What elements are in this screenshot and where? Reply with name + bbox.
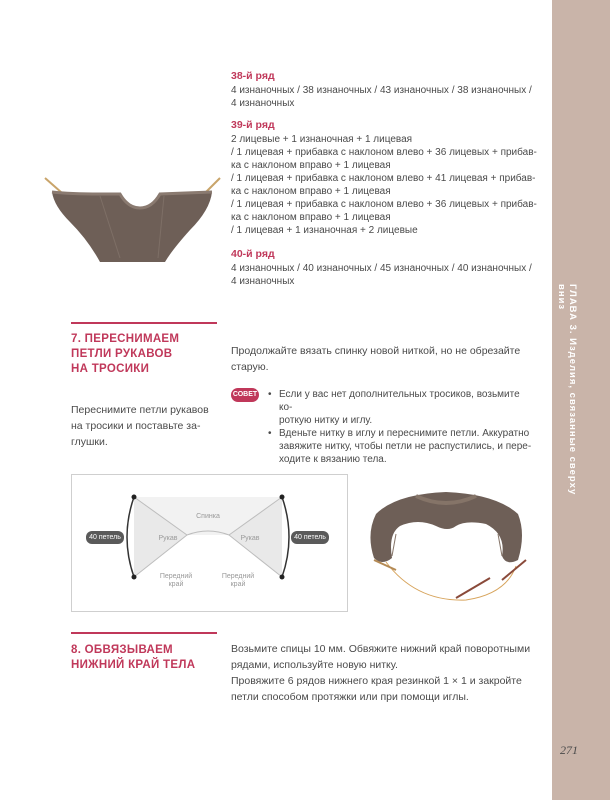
row-40: [231, 248, 541, 288]
tip-line: роткую нитку и иглу.: [279, 415, 373, 426]
row-line: 4 изнаночных / 40 изнаночных / 45 изнаночных / 40 изнаночных /: [231, 263, 532, 274]
row-line: 4 изнаночных / 38 изнаночных / 43 изнаночных / 38 изнаночных /: [231, 85, 532, 96]
heading-line: НА ТРОСИКИ: [71, 363, 150, 375]
row-line: / 1 лицевая + 1 изнаночная + 2 лицевые: [231, 225, 418, 236]
tip-line: • Вденьте нитку в иглу и переснимите петли. Аккуратно: [279, 428, 530, 439]
heading-line: 8. ОБВЯЗЫВАЕМ: [71, 644, 173, 656]
row-39: [231, 119, 541, 237]
label-line: Передний: [221, 573, 255, 580]
row-title: 40-й ряд: [231, 248, 275, 260]
photo-knitting-bottom: [356, 474, 536, 614]
stitches-right-label: 40 петель: [291, 531, 329, 544]
section-8-heading: [71, 643, 221, 673]
front-left-label: [152, 573, 200, 589]
tip-line: • Если у вас нет дополнительных тросиков, возьмите ко-: [279, 389, 520, 413]
label-line: край: [168, 581, 184, 588]
page-number: 271: [560, 743, 578, 757]
tip-line: завяжите нитку, чтобы петли не распустились, и пере-: [279, 441, 532, 452]
text-line: Переснимите петли рукавов: [71, 404, 209, 416]
tip-item: [268, 427, 533, 466]
back-label: Спинка: [196, 513, 220, 520]
stitch-diagram: [71, 474, 348, 612]
row-title: 39-й ряд: [231, 119, 275, 131]
front-right-label: [214, 573, 262, 589]
heading-line: ПЕТЛИ РУКАВОВ: [71, 348, 173, 360]
row-line: / 1 лицевая + прибавка с наклоном влево + 36 лицевых + прибав-: [231, 147, 537, 158]
sleeve-right-label: Рукав: [240, 535, 260, 542]
heading-line: НИЖНИЙ КРАЙ ТЕЛА: [71, 659, 196, 671]
sleeve-left-label: Рукав: [158, 535, 178, 542]
text-line: на тросики и поставьте за-: [71, 420, 201, 432]
chapter-sidebar: [552, 0, 610, 800]
row-line: ка с наклоном вправо + 1 лицевая: [231, 160, 391, 171]
tip-list: [268, 388, 533, 466]
tip-item: [268, 388, 533, 427]
text-line: глушки.: [71, 436, 108, 448]
row-line: 2 лицевые + 1 изнаночная + 1 лицевая: [231, 134, 413, 145]
text-line: рядами, используйте новую нитку.: [231, 659, 398, 671]
stitches-left-label: 40 петель: [86, 531, 124, 544]
row-line: 4 изнаночных: [231, 98, 295, 109]
chapter-title: ГЛАВА 3. Изделия, связанные сверху вниз: [556, 284, 578, 496]
row-38: [231, 70, 541, 110]
row-line: / 1 лицевая + прибавка с наклоном влево + 41 лицевая + прибав-: [231, 173, 536, 184]
section-8-text: [231, 641, 541, 705]
section-8-divider: [71, 632, 217, 634]
text-line: старую.: [231, 361, 269, 373]
label-line: Передний: [159, 573, 193, 580]
tip-badge: СОВЕТ: [231, 388, 259, 402]
section-7-right-text: [231, 343, 541, 375]
text-line: Провяжите 6 рядов нижнего края резинкой 1 × 1 и закройте: [231, 675, 522, 687]
row-line: ка с наклоном вправо + 1 лицевая: [231, 212, 391, 223]
section-7-divider: [71, 322, 217, 324]
row-line: 4 изнаночных: [231, 276, 295, 287]
heading-line: 7. ПЕРЕСНИМАЕМ: [71, 333, 180, 345]
photo-knitting-top: [40, 170, 225, 280]
row-line: ка с наклоном вправо + 1 лицевая: [231, 186, 391, 197]
section-7-heading: [71, 332, 221, 377]
section-7-left-text: [71, 402, 221, 450]
label-line: край: [230, 581, 246, 588]
text-line: Возьмите спицы 10 мм. Обвяжите нижний край поворотными: [231, 643, 531, 655]
text-line: петли способом протяжки или при помощи иглы.: [231, 691, 469, 703]
row-title: 38-й ряд: [231, 70, 275, 82]
text-line: Продолжайте вязать спинку новой ниткой, но не обрезайте: [231, 345, 521, 357]
tip-line: ходите к вязанию тела.: [279, 454, 387, 465]
row-line: / 1 лицевая + прибавка с наклоном влево + 36 лицевых + прибав-: [231, 199, 537, 210]
